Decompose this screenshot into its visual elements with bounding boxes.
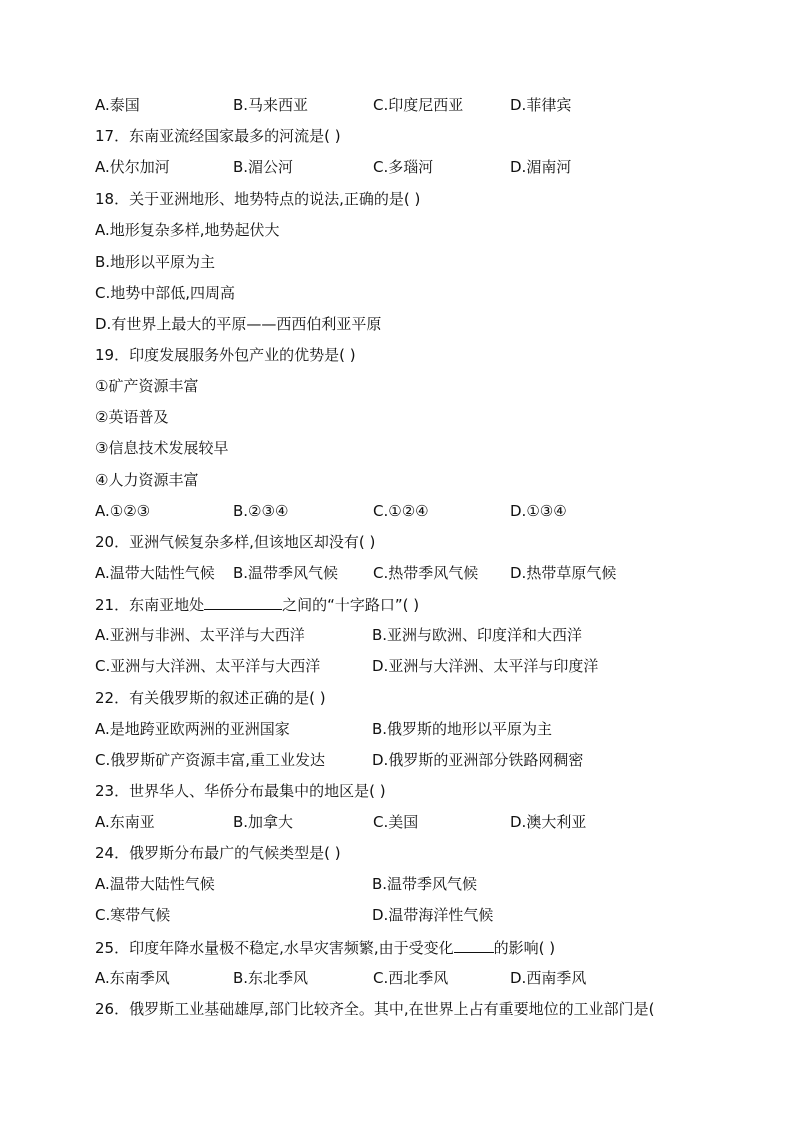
q20-option-b: B.温带季风气候 xyxy=(233,564,339,582)
q21-option-b: B.亚洲与欧洲、印度洋和大西洋 xyxy=(372,626,583,644)
q19-item-4: ④人力资源丰富 xyxy=(95,471,199,489)
q25-option-c: C.西北季风 xyxy=(373,969,449,987)
q22-option-a: A.是地跨亚欧两洲的亚洲国家 xyxy=(95,720,290,738)
q17-option-c: C.多瑙河 xyxy=(373,158,434,176)
q20-option-d: D.热带草原气候 xyxy=(510,564,617,582)
q22-option-b: B.俄罗斯的地形以平原为主 xyxy=(372,720,553,738)
q22-option-c: C.俄罗斯矿产资源丰富,重工业发达 xyxy=(95,751,326,769)
q19-option-d: D.①③④ xyxy=(510,502,567,520)
q24-option-d: D.温带海洋性气候 xyxy=(372,906,494,924)
q17-stem: 17．东南亚流经国家最多的河流是( ) xyxy=(95,127,341,145)
q17-option-a: A.伏尔加河 xyxy=(95,158,170,176)
q23-stem: 23．世界华人、华侨分布最集中的地区是( ) xyxy=(95,782,386,800)
q25-stem-start: 25．印度年降水量极不稳定,水旱灾害频繁,由于受变化 xyxy=(95,939,454,957)
q23-option-d: D.澳大利亚 xyxy=(510,813,587,831)
q19-option-c: C.①②④ xyxy=(373,502,429,520)
q19-option-a: A.①②③ xyxy=(95,502,151,520)
q18-option-a: A.地形复杂多样,地势起伏大 xyxy=(95,221,280,239)
q25-option-a: A.东南季风 xyxy=(95,969,170,987)
q16-option-d: D.菲律宾 xyxy=(510,96,572,114)
q16-option-b: B.马来西亚 xyxy=(233,96,309,114)
q21-option-c: C.亚洲与大洋洲、太平洋与大西洋 xyxy=(95,657,321,675)
q25-option-d: D.西南季风 xyxy=(510,969,587,987)
q19-item-3: ③信息技术发展较早 xyxy=(95,439,229,457)
q17-option-d: D.湄南河 xyxy=(510,158,572,176)
q16-option-a: A.泰国 xyxy=(95,96,140,114)
q19-item-2: ②英语普及 xyxy=(95,408,169,426)
q21-option-a: A.亚洲与非洲、太平洋与大西洋 xyxy=(95,626,305,644)
q21-stem-start: 21．东南亚地处 xyxy=(95,596,205,614)
q20-option-a: A.温带大陆性气候 xyxy=(95,564,215,582)
q17-option-b: B.湄公河 xyxy=(233,158,294,176)
q26-stem: 26．俄罗斯工业基础雄厚,部门比较齐全。其中,在世界上占有重要地位的工业部门是( xyxy=(95,1000,655,1018)
q25-option-b: B.东北季风 xyxy=(233,969,309,987)
q24-option-b: B.温带季风气候 xyxy=(372,875,478,893)
q20-stem: 20．亚洲气候复杂多样,但该地区却没有( ) xyxy=(95,533,376,551)
q19-option-b: B.②③④ xyxy=(233,502,289,520)
q21-answer-blank xyxy=(204,593,282,610)
q24-option-a: A.温带大陆性气候 xyxy=(95,875,215,893)
q18-option-d: D.有世界上最大的平原——西西伯利亚平原 xyxy=(95,315,382,333)
q20-option-c: C.热带季风气候 xyxy=(373,564,479,582)
q22-stem: 22．有关俄罗斯的叙述正确的是( ) xyxy=(95,689,326,707)
q23-option-c: C.美国 xyxy=(373,813,419,831)
q25-stem xyxy=(95,936,555,958)
q16-option-c: C.印度尼西亚 xyxy=(373,96,464,114)
q25-answer-blank xyxy=(454,936,494,953)
q21-stem-end: 之间的“十字路口”( ) xyxy=(282,596,420,614)
q24-option-c: C.寒带气候 xyxy=(95,906,171,924)
q19-stem: 19．印度发展服务外包产业的优势是( ) xyxy=(95,346,356,364)
q21-option-d: D.亚洲与大洋洲、太平洋与印度洋 xyxy=(372,657,599,675)
q24-stem: 24．俄罗斯分布最广的气候类型是( ) xyxy=(95,844,341,862)
q23-option-b: B.加拿大 xyxy=(233,813,294,831)
q21-stem xyxy=(95,593,419,615)
q22-option-d: D.俄罗斯的亚洲部分铁路网稠密 xyxy=(372,751,584,769)
q18-stem: 18．关于亚洲地形、地势特点的说法,正确的是( ) xyxy=(95,190,421,208)
q18-option-b: B.地形以平原为主 xyxy=(95,253,216,271)
q23-option-a: A.东南亚 xyxy=(95,813,155,831)
q18-option-c: C.地势中部低,四周高 xyxy=(95,284,236,302)
q19-item-1: ①矿产资源丰富 xyxy=(95,377,199,395)
q25-stem-end: 的影响( ) xyxy=(493,939,556,957)
